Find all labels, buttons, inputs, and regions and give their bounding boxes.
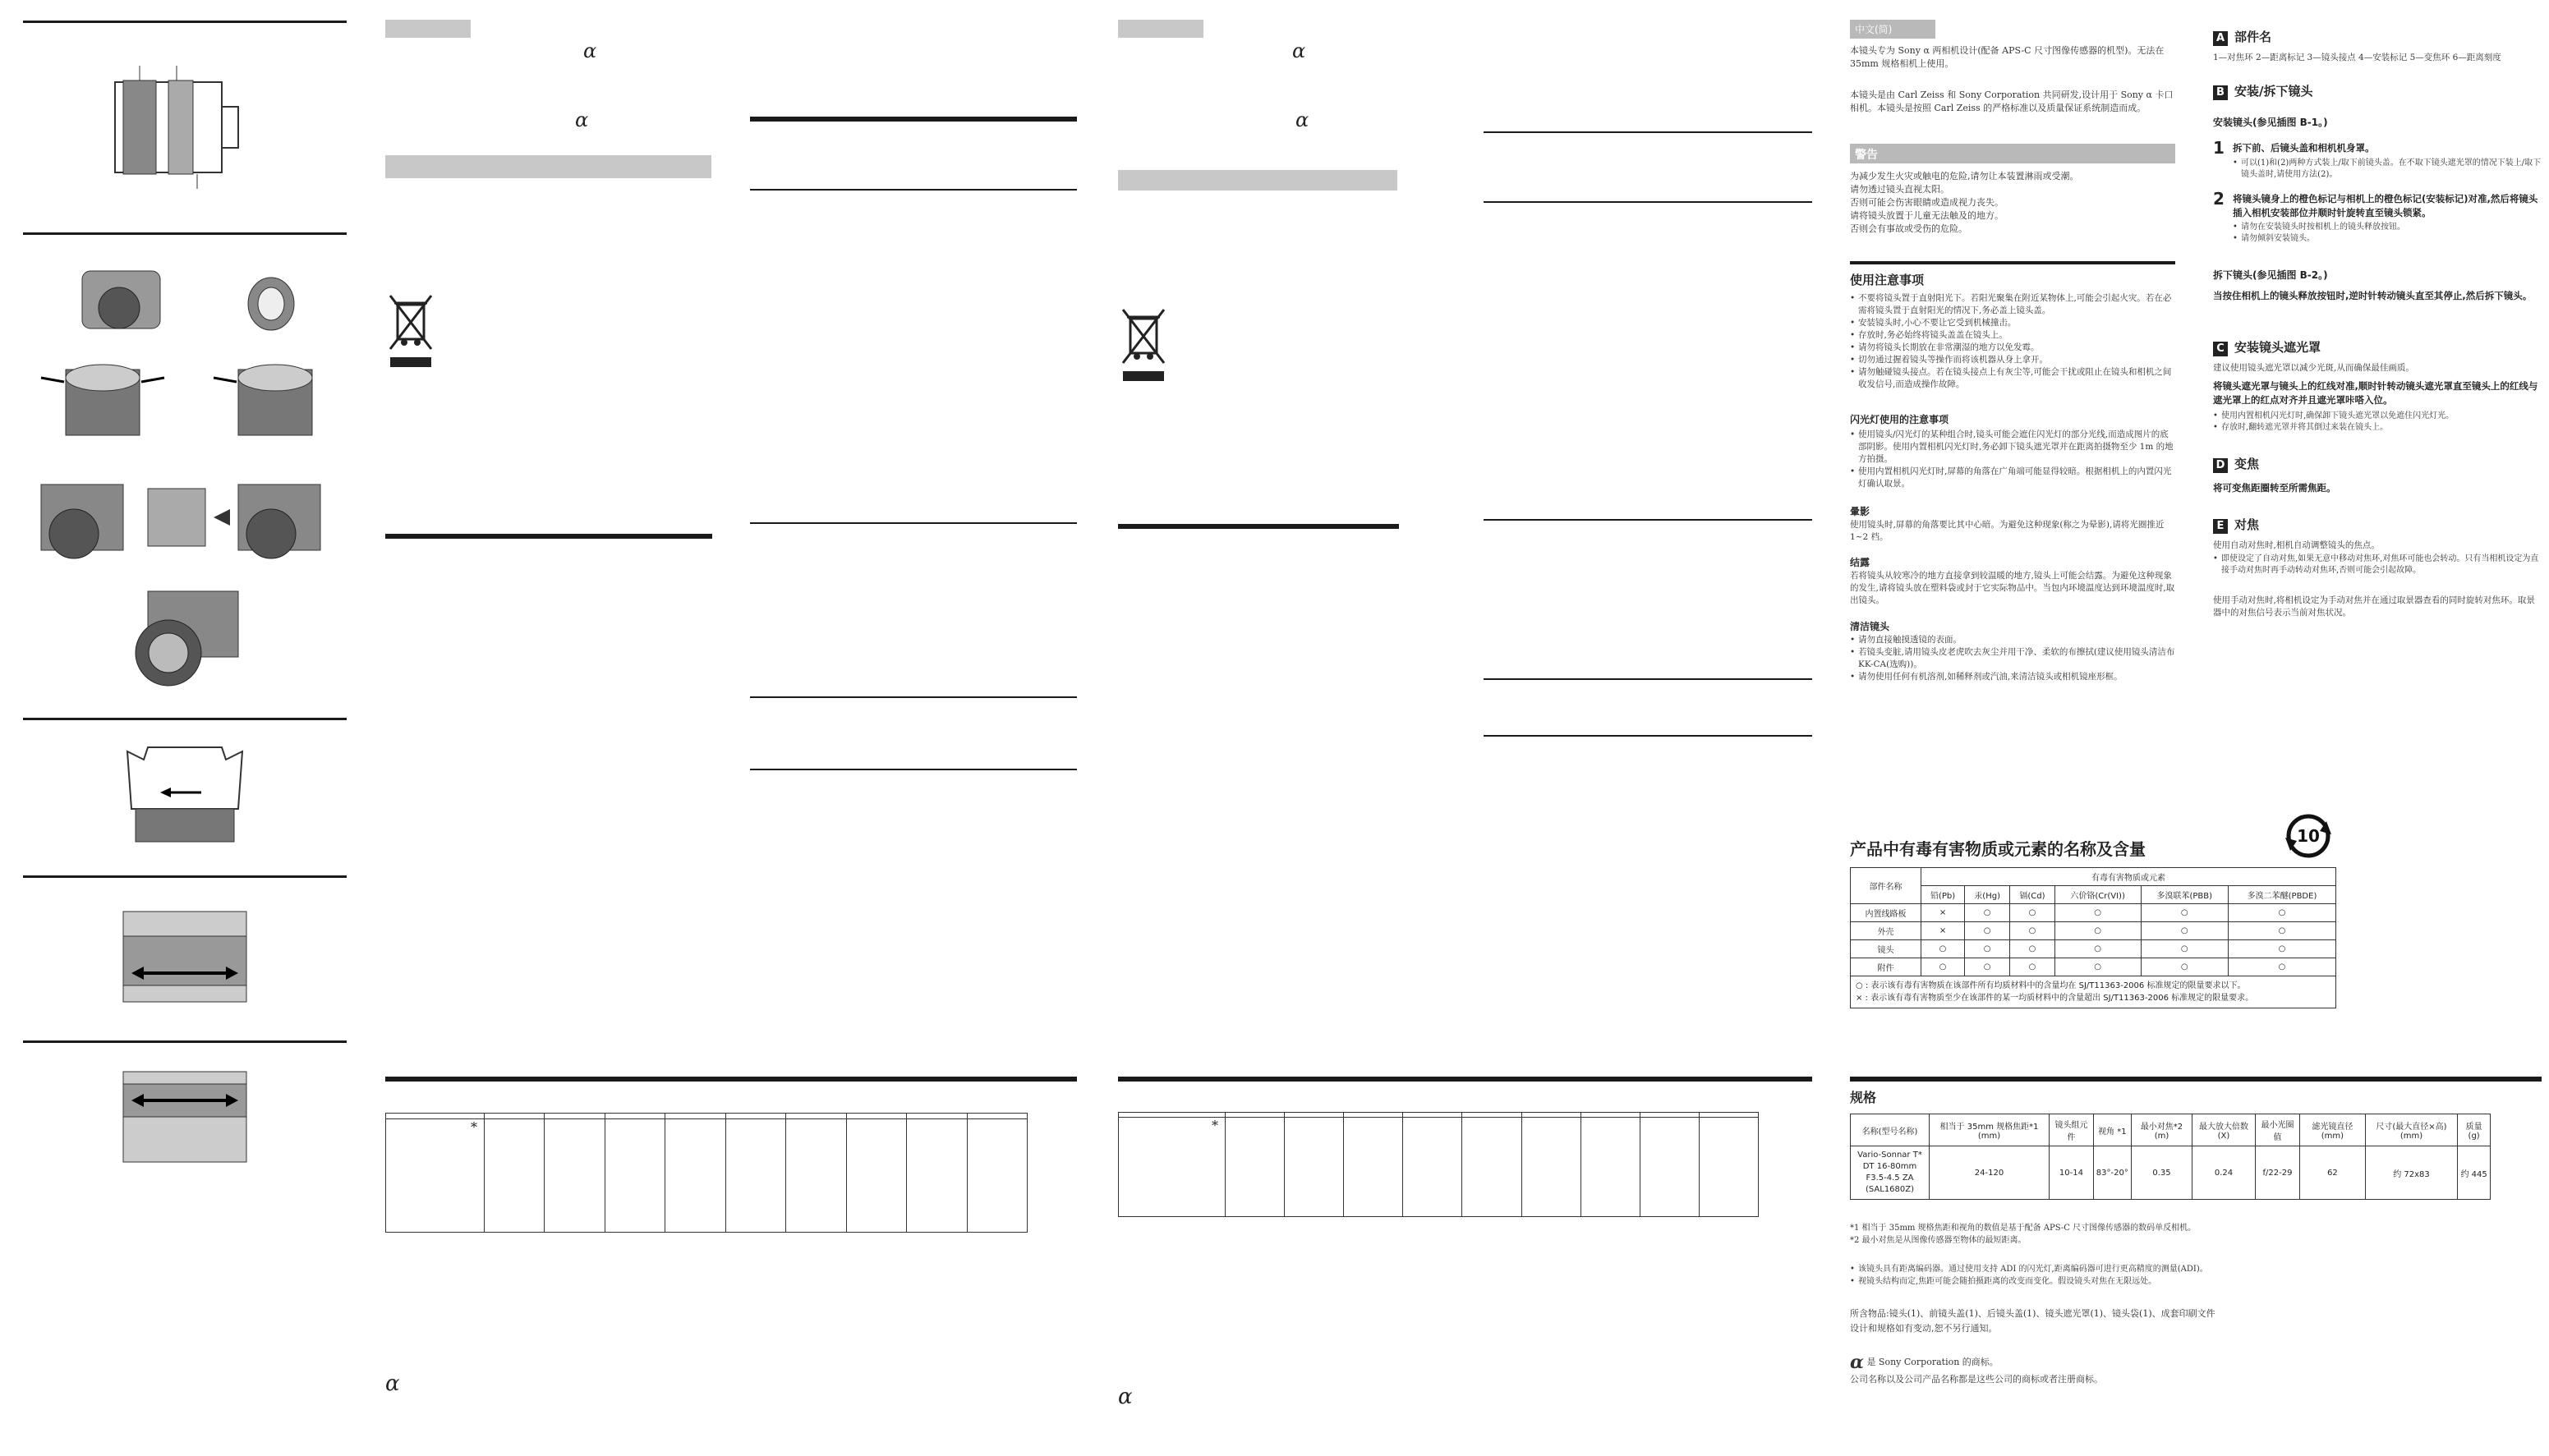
weee-bin-icon — [386, 292, 435, 374]
col2-rule-top-right — [750, 117, 1077, 122]
step-number-1: 1 — [2213, 138, 2225, 158]
haz-head-col: 汞(Hg) — [1965, 886, 2010, 904]
haz-cell: ○ — [2141, 904, 2228, 922]
cn-focus-text1: 使用自动对焦时,相机自动调整镜头的焦点。 — [2213, 540, 2380, 550]
list-item: • 使用内置相机闪光灯时,确保卸下镜头遮光罩以免遮住闪光灯光。 — [2213, 411, 2542, 422]
haz-cell: ○ — [2229, 922, 2336, 940]
cn-zoom-text: 将可变焦距圈转至所需焦距。 — [2213, 482, 2336, 494]
cn-hood-bold: 将镜头遮光罩与镜头上的红线对准,顺时针转动镜头遮光罩直至镜头上的红线与遮光罩上的红点对齐并且遮光罩咔嗒入位。 — [2213, 380, 2538, 406]
camera-lens-cap-illustration — [25, 263, 329, 452]
col2-spec-rule — [385, 1077, 1077, 1082]
haz-cell: × — [1921, 922, 1965, 940]
col2-rule-2 — [385, 534, 712, 539]
col2-alpha-2: α — [575, 108, 589, 131]
spec-head: 视角 *1 — [2093, 1114, 2131, 1146]
col1-rule-c — [23, 875, 347, 878]
cn-contents: 所含物品:镜头(1)、前镜头盖(1)、后镜头盖(1)、镜头遮光罩(1)、镜头袋(1)、成套印刷文件 — [1850, 1308, 2215, 1319]
zoom-ring-illustration — [115, 903, 255, 1018]
col2-alpha-1: α — [583, 39, 597, 62]
cn-hood-title-text: 安装镜头遮光罩 — [2234, 340, 2321, 355]
spec-model-line: DT 16-80mm — [1862, 1162, 1917, 1171]
list-item: • 请勿在安装镜头时按相机上的镜头释放按钮。 — [2233, 222, 2542, 233]
spec-head: 尺寸(最大直径×高)(mm) — [2365, 1114, 2458, 1146]
cn-warning-line: 否则会有事故或受伤的危险。 — [1850, 223, 1967, 234]
col2-asterisk: * — [471, 1118, 477, 1135]
col4-spec-table — [1118, 1112, 1759, 1217]
cn-usage-rule — [1850, 261, 2175, 264]
list-item: • 请勿触碰镜头接点。若在镜头接点上有灰尘等,可能会干扰或阻止在镜头和相机之间收发信号,而造成操作故障。 — [1850, 366, 2175, 391]
haz-cell: ○ — [2054, 922, 2141, 940]
cn-hood-title — [2213, 338, 2321, 356]
cn-mount-sub: 安装镜头(参见插图 B-1。) — [2213, 117, 2328, 128]
col1-rule-b — [23, 718, 347, 720]
list-item: • 视镜头结构而定,焦距可能会随拍摄距离的改变而变化。假设镜头对焦在无限远处。 — [1850, 1275, 2532, 1288]
col1-rule-a — [23, 232, 347, 235]
cn-spec-notes — [1850, 1222, 2532, 1247]
list-item: • 若镜头变脏,请用镜头皮老虎吹去灰尘并用干净、柔软的布擦拭(建议使用镜头清洁布 KK-CA(选购))。 — [1850, 646, 2175, 671]
cn-warning-line: 请勿透过镜头直视太阳。 — [1850, 184, 1949, 195]
col2-grey-bar — [385, 155, 711, 178]
cn-zoom-title-text: 变焦 — [2234, 457, 2260, 471]
cn-spec-table — [1850, 1114, 2491, 1200]
list-item: • 该镜头具有距离编码器。通过使用支持 ADI 的闪光灯,距离编码器可进行更高精度的测量(ADI)。 — [1850, 1263, 2532, 1275]
cn-step2-list — [2233, 222, 2542, 245]
spec-cell: 约 72x83 — [2365, 1146, 2458, 1200]
haz-head-group: 有毒有害物质或元素 — [1921, 868, 2336, 886]
haz-cell: ○ — [2010, 904, 2054, 922]
spec-head: 质量(g) — [2458, 1114, 2491, 1146]
haz-head-part: 部件名称 — [1851, 868, 1921, 904]
spec-cell: 10-14 — [2050, 1146, 2094, 1200]
haz-note-1: ○ : 表示该有毒有害物质在该部件所有均质材料中的含量均在 SJ/T11363-2006 标准规定的限量要求以下。 — [1856, 981, 2246, 990]
cn-focus-text2: 使用手动对焦时,将相机设定为手动对焦并在通过取景器查看的同时旋转对焦环。取景器中的对焦信号表示当前对焦状况。 — [2213, 595, 2535, 618]
cn-step2 — [2213, 189, 2542, 245]
haz-head-col: 多溴联苯(PBB) — [2141, 886, 2228, 904]
cn-warning-line: 为减少发生火灾或触电的危险,请勿让本装置淋雨或受潮。 — [1850, 171, 2079, 181]
table-row — [1851, 940, 2336, 958]
list-item: • 使用内置相机闪光灯时,屏幕的角落在广角端可能显得较暗。根据相机上的内置闪光灯确认取景。 — [1850, 466, 2175, 490]
spec-cell: f/22-29 — [2255, 1146, 2299, 1200]
spec-head: 最小光圈值 — [2255, 1114, 2299, 1146]
col2-spec-table — [385, 1113, 1028, 1233]
spec-model-line: (SAL1680Z) — [1865, 1185, 1915, 1194]
cn-condense-text: 若将镜头从较寒冷的地方直接拿到较温暖的地方,镜头上可能会结露。为避免这种现象的发生,请将镜头放在塑料袋或封于它实际物品中。当包内环境温度达到环境温度时,取出镜头。 — [1850, 571, 2175, 605]
step-number-2: 2 — [2213, 189, 2225, 209]
cn-trademark-text: 是 Sony Corporation 的商标。 — [1866, 1357, 1999, 1367]
cn-haz-title: 产品中有毒有害物质或元素的名称及含量 — [1850, 839, 2146, 859]
cn-haz-table — [1850, 867, 2336, 1008]
spec-head: 滤光镜直径(mm) — [2300, 1114, 2365, 1146]
haz-notes — [1851, 976, 2336, 1008]
list-item: • 使用镜头/闪光灯的某种组合时,镜头可能会遮住闪光灯的部分光线,而造成图片的底部阴影。使用内置相机闪光灯时,务必卸下镜头遮光罩并在距离拍摄物至少 1m 的地方拍摄。 — [1850, 429, 2175, 466]
list-item: • 即使设定了自动对焦,如果无意中移动对焦环,对焦环可能也会转动。只有当相机设定为直接手动对焦时再手动转动对焦环,否则可能会引起故障。 — [2213, 553, 2542, 576]
col2-rule-5 — [750, 769, 1077, 770]
cn-intro-1: 本镜头专为 Sony α 两相机设计(配备 APS-C 尺寸图像传感器的机型)。无法在 35mm 规格相机上使用。 — [1850, 45, 2165, 69]
haz-cell: ○ — [2010, 958, 2054, 976]
lens-parts-illustration — [99, 66, 255, 189]
col2-alpha-footer: α — [385, 1371, 400, 1396]
haz-row-name: 附件 — [1851, 958, 1921, 976]
haz-note-2: × : 表示该有毒有害物质至少在该部件的某一均质材料中的含量超出 SJ/T11363-2006 标准规定的限量要求。 — [1856, 994, 2254, 1003]
cn-focus-list — [2213, 553, 2542, 576]
focus-ring-illustration — [115, 1068, 255, 1166]
col2-rule-1 — [750, 189, 1077, 191]
spec-note-2: *2 最小对焦是从图像传感器至物体的最短距离。 — [1850, 1236, 2027, 1245]
haz-row-name: 外壳 — [1851, 922, 1921, 940]
cn-parts-text: 1—对焦环 2—距离标记 3—镜头接点 4—安装标记 5—变焦环 6—距离刻度 — [2213, 53, 2501, 62]
cn-parts-title — [2213, 28, 2271, 46]
table-row — [1851, 904, 2336, 922]
section-letter-b: B — [2213, 85, 2228, 100]
spec-head: 名称(型号名称) — [1851, 1114, 1930, 1146]
haz-row-name: 镜头 — [1851, 940, 1921, 958]
col4-rule-4 — [1484, 519, 1812, 521]
cn-warning-line: 请将镜头放置于儿童无法触及的地方。 — [1850, 210, 2004, 221]
haz-head-col: 六价铬(Cr(VI)) — [2054, 886, 2141, 904]
list-item: • 请勿使用任何有机溶剂,如稀释剂或汽油,来清洁镜头或相机镜座形框。 — [1850, 671, 2175, 683]
haz-cell: ○ — [2229, 904, 2336, 922]
col4-alpha-footer: α — [1118, 1385, 1133, 1409]
section-letter-e: E — [2213, 519, 2228, 534]
haz-cell: ○ — [2010, 922, 2054, 940]
cn-flash-title: 闪光灯使用的注意事项 — [1850, 414, 1949, 425]
col4-rule-right-1 — [1484, 131, 1812, 133]
col4-rule-right-2 — [1484, 201, 1812, 203]
cn-step2-title: 将镜头镜身上的橙色标记与相机上的橙色标记(安装标记)对准,然后将镜头插入相机安装部位并顺时针旋转直至镜头锁紧。 — [2233, 193, 2538, 218]
spec-cell: 24-120 — [1930, 1146, 2050, 1200]
cn-warning-text — [1850, 170, 2179, 236]
table-row — [1851, 922, 2336, 940]
col4-header-tab — [1118, 20, 1203, 38]
lens-remove-illustration — [123, 587, 246, 690]
lens-attach-illustration — [25, 476, 329, 567]
col4-rule-3 — [1118, 524, 1399, 529]
haz-cell: ○ — [1921, 958, 1965, 976]
cn-remove-sub: 拆下镜头(参见插图 B-2。) — [2213, 269, 2328, 281]
spec-cell: 0.35 — [2131, 1146, 2192, 1200]
cn-subject-to-change: 设计和规格如有变动,恕不另行通知。 — [1850, 1323, 1998, 1334]
haz-cell: ○ — [1921, 940, 1965, 958]
env-logo-number: 10 — [2297, 826, 2320, 846]
cn-remove-text: 当按住相机上的镜头释放按钮时,逆时针转动镜头直至其停止,然后拆下镜头。 — [2213, 290, 2533, 301]
spec-head: 最小对焦*2 (m) — [2131, 1114, 2192, 1146]
cn-warning-title: 警告 — [1850, 144, 2175, 163]
cn-trademark-2: 公司名称以及公司产品名称都是这些公司的商标或者注册商标。 — [1850, 1374, 2103, 1385]
haz-head-col: 铅(Pb) — [1921, 886, 1965, 904]
spec-cell: 约 445 — [2458, 1146, 2491, 1200]
col4-alpha-2: α — [1295, 108, 1309, 131]
alpha-logo: α — [1850, 1352, 1864, 1373]
spec-model-line: Vario-Sonnar T* — [1857, 1151, 1922, 1160]
haz-cell: ○ — [1965, 940, 2010, 958]
spec-note-1: *1 相当于 35mm 规格焦距和视角的数值是基于配备 APS-C 尺寸图像传感器的数码单反相机。 — [1850, 1224, 2197, 1233]
section-letter-a: A — [2213, 31, 2228, 46]
col2-header-tab — [385, 20, 471, 38]
cn-intro-2: 本镜头是由 Carl Zeiss 和 Sony Corporation 共同研发,设计用于 Sony α 卡口相机。本镜头是按照 Carl Zeiss 的严格标准以及质量保证系统制造而成。 — [1850, 90, 2174, 113]
haz-cell: × — [1921, 904, 1965, 922]
haz-cell: ○ — [2141, 958, 2228, 976]
haz-cell: ○ — [2141, 922, 2228, 940]
list-item: • 存放时,翻转遮光罩并将其倒过来装在镜头上。 — [2213, 422, 2542, 434]
spec-head: 相当于 35mm 规格焦距*1 (mm) — [1930, 1114, 2050, 1146]
cn-spec-title: 规格 — [1850, 1090, 1877, 1105]
haz-cell: ○ — [2054, 904, 2141, 922]
cn-focus-title-text: 对焦 — [2234, 517, 2260, 532]
lens-hood-illustration — [123, 743, 246, 846]
spec-model-line: F3.5-4.5 ZA — [1866, 1174, 1914, 1183]
spec-model-name — [1851, 1146, 1930, 1200]
section-letter-c: C — [2213, 342, 2228, 356]
col1-rule-d — [23, 1040, 347, 1043]
haz-cell: ○ — [2229, 940, 2336, 958]
col2-rule-4 — [750, 696, 1077, 698]
haz-head-col: 镉(Cd) — [2010, 886, 2054, 904]
haz-cell: ○ — [1965, 958, 2010, 976]
haz-cell: ○ — [1965, 904, 2010, 922]
cn-lang-tab: 中文(简) — [1850, 20, 1935, 39]
list-item: • 请勿倾斜安装镜头。 — [2233, 233, 2542, 245]
spec-head: 镜头组元件 — [2050, 1114, 2094, 1146]
cn-clean-title: 清洁镜头 — [1850, 621, 1890, 632]
cn-step1 — [2213, 138, 2542, 181]
cn-hood-text: 建议使用镜头遮光罩以减少光斑,从而确保最佳画质。 — [2213, 363, 2414, 373]
col2-rule-3 — [750, 522, 1077, 524]
spec-cell: 0.24 — [2192, 1146, 2256, 1200]
list-item: • 切勿通过握着镜头等操作而将该机器从身上拿开。 — [1850, 354, 2175, 366]
cn-vignette-title: 暈影 — [1850, 506, 1870, 517]
haz-cell: ○ — [1965, 922, 2010, 940]
cn-clean-list — [1850, 634, 2175, 683]
cn-hood-list — [2213, 411, 2542, 434]
cn-step1-title: 拆下前、后镜头盖和相机机身罩。 — [2233, 142, 2375, 154]
list-item: • 可以(1)和(2)两种方式装上/取下前镜头盖。在不取下镜头遮光罩的情况下装上/取下镜头盖时,请使用方法(2)。 — [2233, 158, 2542, 181]
cn-mount-title — [2213, 82, 2312, 100]
cn-vignette-text: 使用镜头时,屏幕的角落要比其中心暗。为避免这种现象(称之为晕影),请将光圈推近 1~2 档。 — [1850, 520, 2165, 542]
cn-usage-title: 使用注意事项 — [1850, 273, 1925, 287]
col1-top-rule — [23, 21, 347, 23]
section-letter-d: D — [2213, 458, 2228, 473]
cn-condense-title: 结露 — [1850, 557, 1870, 568]
cn-warning-line: 否则可能会伤害眼睛或造成视力丧失。 — [1850, 197, 2004, 208]
col4-rule-6 — [1484, 735, 1812, 737]
table-row — [1851, 1146, 2491, 1200]
col4-alpha-1: α — [1292, 39, 1306, 62]
haz-cell: ○ — [2229, 958, 2336, 976]
list-item: • 存放时,务必始终将镜头盖盖在镜头上。 — [1850, 329, 2175, 342]
list-item: • 请勿将镜头长期放在非常潮湿的地方以免发霉。 — [1850, 342, 2175, 354]
list-item: • 请勿直接触摸透镜的表面。 — [1850, 634, 2175, 646]
haz-row-name: 内置线路板 — [1851, 904, 1921, 922]
cn-flash-list — [1850, 429, 2175, 490]
cn-usage-list — [1850, 292, 2175, 391]
spec-cell: 83°-20° — [2093, 1146, 2131, 1200]
cn-trademark — [1850, 1352, 2532, 1373]
weee-bin-icon-2 — [1119, 305, 1168, 388]
table-row — [1851, 958, 2336, 976]
spec-cell: 62 — [2300, 1146, 2365, 1200]
cn-focus-title — [2213, 516, 2259, 534]
cn-parts-title-text: 部件名 — [2234, 30, 2272, 44]
col4-spec-rule — [1118, 1077, 1812, 1082]
haz-cell: ○ — [2054, 958, 2141, 976]
col4-rule-5 — [1484, 678, 1812, 680]
list-item: • 安装镜头时,小心不要让它受到机械撞击。 — [1850, 317, 2175, 329]
col4-asterisk: * — [1212, 1118, 1218, 1134]
haz-head-col: 多溴二苯醚(PBDE) — [2229, 886, 2336, 904]
col4-grey-bar — [1118, 170, 1397, 191]
cn-spec-rule — [1850, 1077, 2542, 1082]
haz-cell: ○ — [2054, 940, 2141, 958]
cn-step1-list — [2233, 158, 2542, 181]
haz-cell: ○ — [2010, 940, 2054, 958]
cn-mount-title-text: 安装/拆下镜头 — [2234, 84, 2313, 99]
haz-cell: ○ — [2141, 940, 2228, 958]
cn-adi-list — [1850, 1263, 2532, 1288]
env-protection-logo — [2284, 813, 2333, 859]
cn-zoom-title — [2213, 455, 2259, 473]
spec-head: 最大放大倍数(X) — [2192, 1114, 2256, 1146]
list-item: • 不要将镜头置于直射阳光下。若阳光聚集在附近某物体上,可能会引起火灾。若在必需将镜头置于直射阳光的情况下,务必盖上镜头盖。 — [1850, 292, 2175, 317]
